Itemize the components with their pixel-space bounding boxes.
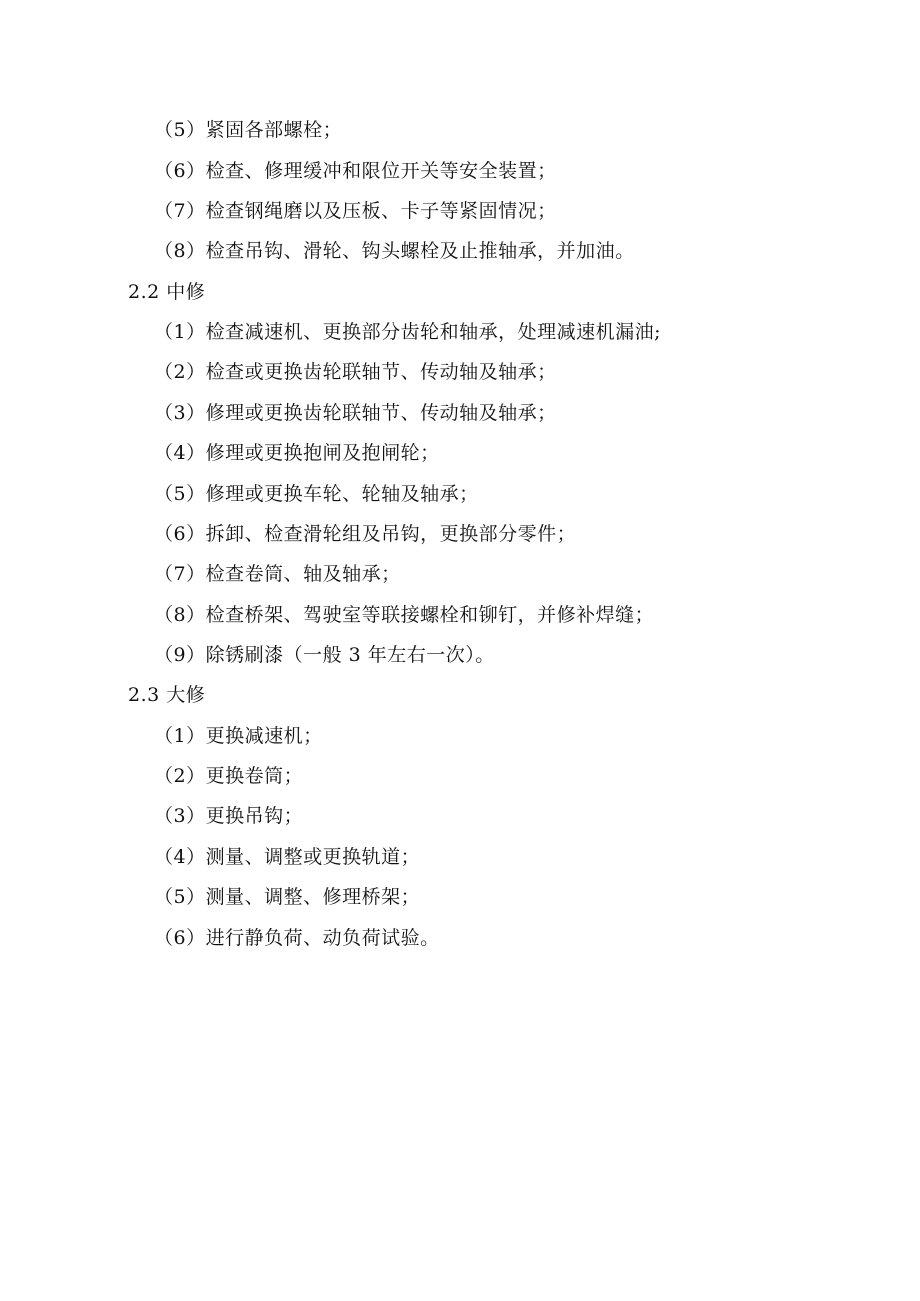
list-item: （4）测量、调整或更换轨道； [154, 846, 421, 868]
list-item: （6）检查、修理缓冲和限位开关等安全装置； [154, 160, 557, 182]
list-item: （3）更换吊钩； [154, 805, 304, 827]
list-item: （6）拆卸、检查滑轮组及吊钩，更换部分零件； [154, 523, 577, 545]
list-item: （9）除锈刷漆（一般 3 年左右一次）。 [154, 644, 495, 666]
list-item: （6）进行静负荷、动负荷试验。 [154, 927, 440, 949]
list-item: （1）更换减速机； [154, 725, 323, 747]
list-item: （2）更换卷筒； [154, 765, 304, 787]
list-item: （7）检查钢绳磨以及压板、卡子等紧固情况； [154, 200, 557, 222]
list-item: （5）修理或更换车轮、轮轴及轴承； [154, 483, 479, 505]
list-item: （1）检查减速机、更换部分齿轮和轴承，处理减速机漏油; [154, 321, 661, 343]
list-item: （8）检查桥架、驾驶室等联接螺栓和铆钉，并修补焊缝； [154, 604, 655, 626]
list-item: （8）检查吊钩、滑轮、钩头螺栓及止推轴承，并加油。 [154, 240, 635, 262]
list-item: （4）修理或更换抱闸及抱闸轮； [154, 442, 440, 464]
list-item: （3）修理或更换齿轮联轴节、传动轴及轴承； [154, 402, 557, 424]
list-item: （2）检查或更换齿轮联轴节、传动轴及轴承； [154, 361, 557, 383]
list-item: （5）紧固各部螺栓； [154, 119, 343, 141]
section-heading-2-3: 2.3 大修 [128, 684, 206, 706]
list-item: （7）检查卷筒、轴及轴承； [154, 563, 401, 585]
list-item: （5）测量、调整、修理桥架； [154, 886, 421, 908]
section-heading-2-2: 2.2 中修 [128, 281, 206, 303]
